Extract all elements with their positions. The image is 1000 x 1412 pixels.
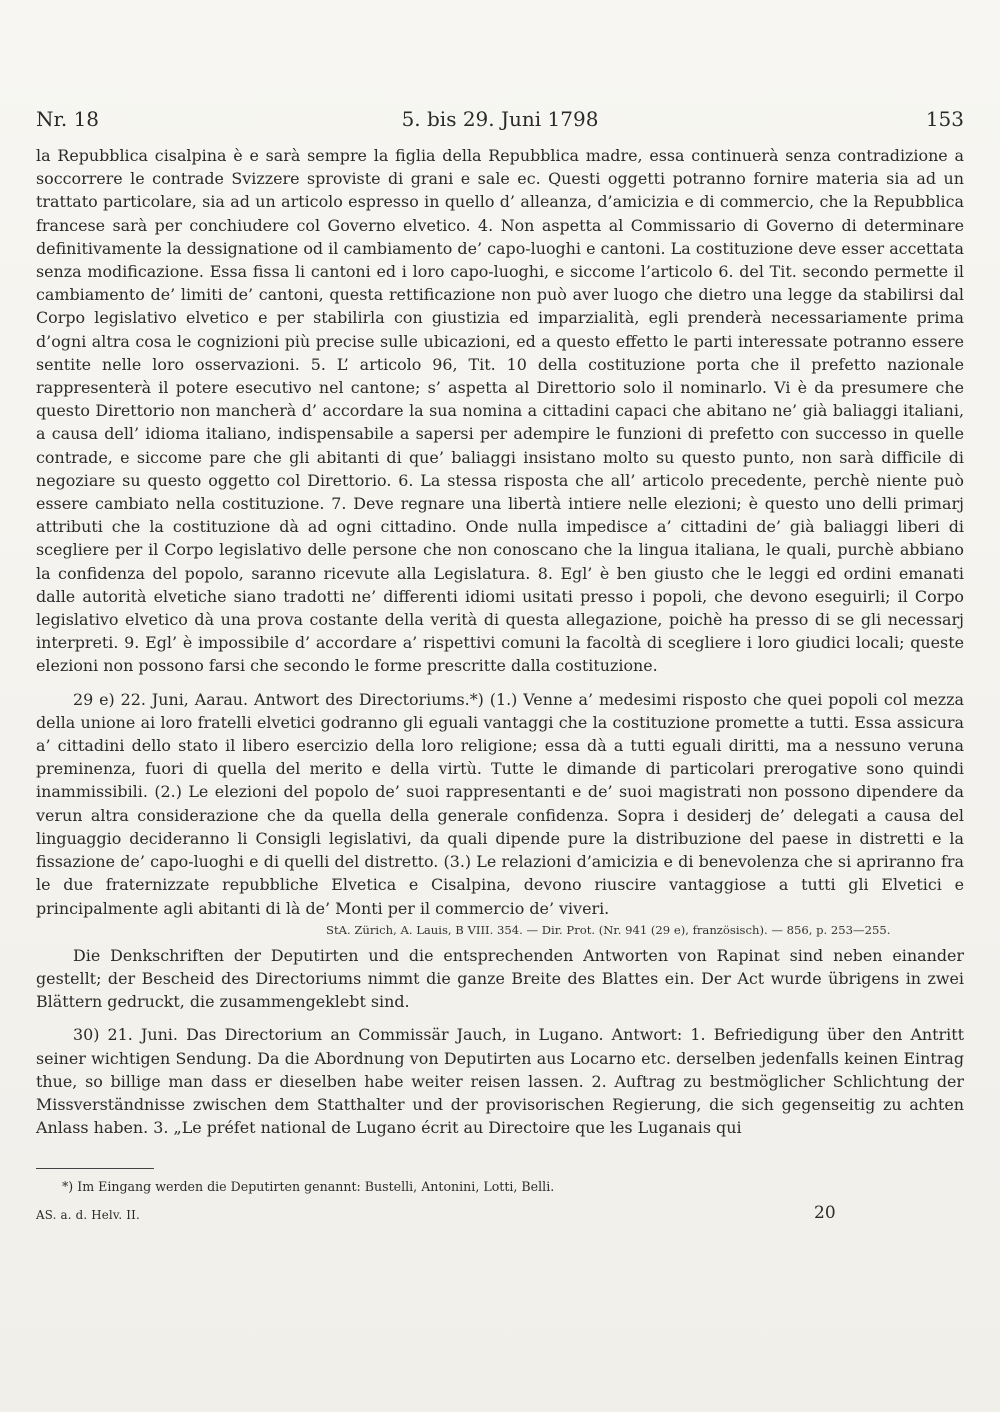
footnote: *) Im Eingang werden die Deputirten genannt: Bustelli, Antonini, Lotti, Belli. <box>62 1179 555 1194</box>
paragraph-german-note: Die Denkschriften der Deputirten und die entsprechenden Antworten von Rapinat sind neben einander gestellt; der Bescheid des Directoriums nimmt die ganze Breite des Blattes ein. Der Act wurde übrigens in zwei Blättern gedruckt, die zusammengeklebt sind. <box>36 945 964 1012</box>
paragraph-gap <box>36 678 964 688</box>
page-number-top: 153 <box>925 107 964 131</box>
paragraph-italian-continuation: la Repubblica cisalpina è e sarà sempre la figlia della Repubblica madre, essa continuerà senza contradizione a soccorrere le contrade Svizzere sproviste di grani e sale ec. Questi oggetti potranno fornire materia sia ad un trattato particolare, sia ad un articolo espresso in quello d’ alleanza, d’amicizia e di commercio, che la Repubblica francese sarà per conchiudere col Governo elvetico. 4. Non aspetta al Commissario di Governo di determinare definitivamente la dessignatione od il cambiamento de’ capo-luoghi e cantoni. La costituzione deve esser accettata senza modificazione. Essa fissa li cantoni ed i loro capo-luoghi, e siccome l’articolo 6. del Tit. secondo permette il cambiamento de’ limiti de’ cantoni, questa rettificazione non può aver luogo che dietro una legge da stabilirsi dal Corpo legislativo elvetico e per stabilirla con giustizia ed imparzialità, egli prenderà necessariamente prima d’ogni altra cosa le cognizioni più precise sulle ubicazioni, ed a questo effetto le parti interessate potranno essere sentite nelle loro osservazioni. 5. L’ articolo 96, Tit. 10 della costituzione porta che il prefetto nazionale rappresenterà il potere esecutivo nel cantone; s’ aspetta al Direttorio solo il nominarlo. Vi è da presumere che questo Direttorio non mancherà d’ accordare la sua nomina a cittadini capaci che abitano ne’ già baliaggi italiani, a causa dell’ idioma italiano, indispensabile a sapersi per adempire le funzioni di prefetto con successo in quelle contrade, e siccome pare che gli abitanti di que’ baliaggi insistano molto su questo punto, non sarà difficile di negoziare su questo oggetto col Direttorio. 6. La stessa risposta che all’ articolo precedente, perchè niente può essere cambiato nella costituzione. 7. Deve regnare una libertà intiere nelle elezioni; è questo uno delli primarj attributi che la costituzione dà ad ogni cittadino. Onde nulla impedisce a’ cittadini de’ già baliaggi liberi di scegliere per il Corpo legislativo delle persone che non conoscano che la lingua italiana, le quali, purchè abbiano la confidenza del popolo, saranno ricevute alla Legislatura. 8. Egl’ è ben giusto che le leggi ed ordini emanati dalle autorità elvetiche siano tradotti ne’ differenti idiomi usitati presso i popoli, che devono eseguirli; il Corpo legislativo elvetico dà una prova costante della verità di questa allegazione, poichè ha presso di se gli necessarj interpreti. 9. Egl’ è impossibile d’ accordare a’ rispettivi comuni la facoltà di scegliere i loro giudici locali; queste elezioni non possono farsi che secondo le forme prescritte dalla costituzione. <box>36 146 964 676</box>
main-text <box>36 144 964 1139</box>
printer-signature: AS. a. d. Helv. II. <box>36 1208 140 1222</box>
paragraph-entry-30: 30) 21. Juni. Das Directorium an Commissär Jauch, in Lugano. Antwort: 1. Befriedigung über den Antritt seiner wichtigen Sendung. Da die Abordnung von Deputirten aus Locarno etc. derselben jedenfalls keinen Eintrag thue, so billige man dass er dieselben habe weiter reisen lassen. 2. Auftrag zu bestmöglicher Schlichtung der Missverständnisse zwischen dem Statthalter und der provisorischen Regierung, die sich gegenseitig zu achten Anlass haben. 3. „Le préfet national de Lugano écrit au Directoire que les Luganais qui <box>36 1025 964 1138</box>
running-header <box>36 104 964 134</box>
sheet-number: 20 <box>814 1203 836 1223</box>
footnote-divider <box>36 1168 154 1169</box>
document-number: Nr. 18 <box>36 107 100 131</box>
paragraph-gap <box>36 1013 964 1023</box>
source-citation: StA. Zürich, A. Lauis, B VIII. 354. — Dir. Prot. (Nr. 941 (29 e), französisch). — 856, p. 253—255. <box>326 922 891 937</box>
date-range: 5. bis 29. Juni 1798 <box>401 107 599 131</box>
paragraph-directory-answer: 29 e) 22. Juni, Aarau. Antwort des Directoriums.*) (1.) Venne a’ medesimi risposto che quei popoli col mezza della unione ai loro fratelli elvetici godranno gli eguali vantaggi che la costituzione promette a tutti. Essa assicura a’ cittadini dello stato il libero esercizio della loro religione; essa dà a tutti eguali diritti, ma a nessuno veruna preminenza, fuori di quella del merito e della virtù. Tutte le dimande di particolari prerogative sono quindi inammissibili. (2.) Le elezioni del popolo de’ suoi rappresentanti e de’ suoi magistrati non possono dipendere da verun altra considerazione che da quella della generale confidenza. Sopra i desiderj de’ delegati a causa del linguaggio decideranno li Consigli legislativi, da quali dipende pure la distribuzione del paese in distretti e la fissazione de’ capo-luoghi e di quelli del distretto. (3.) Le relazioni d’amicizia e di benevolenza che si apriranno fra le due fraternizzate repubbliche Elvetica e Cisalpina, devono riuscire vantaggiose a tutti gli Elvetici e principalmente agli abitanti di là de’ Monti per il commercio de’ viveri. <box>36 689 964 918</box>
